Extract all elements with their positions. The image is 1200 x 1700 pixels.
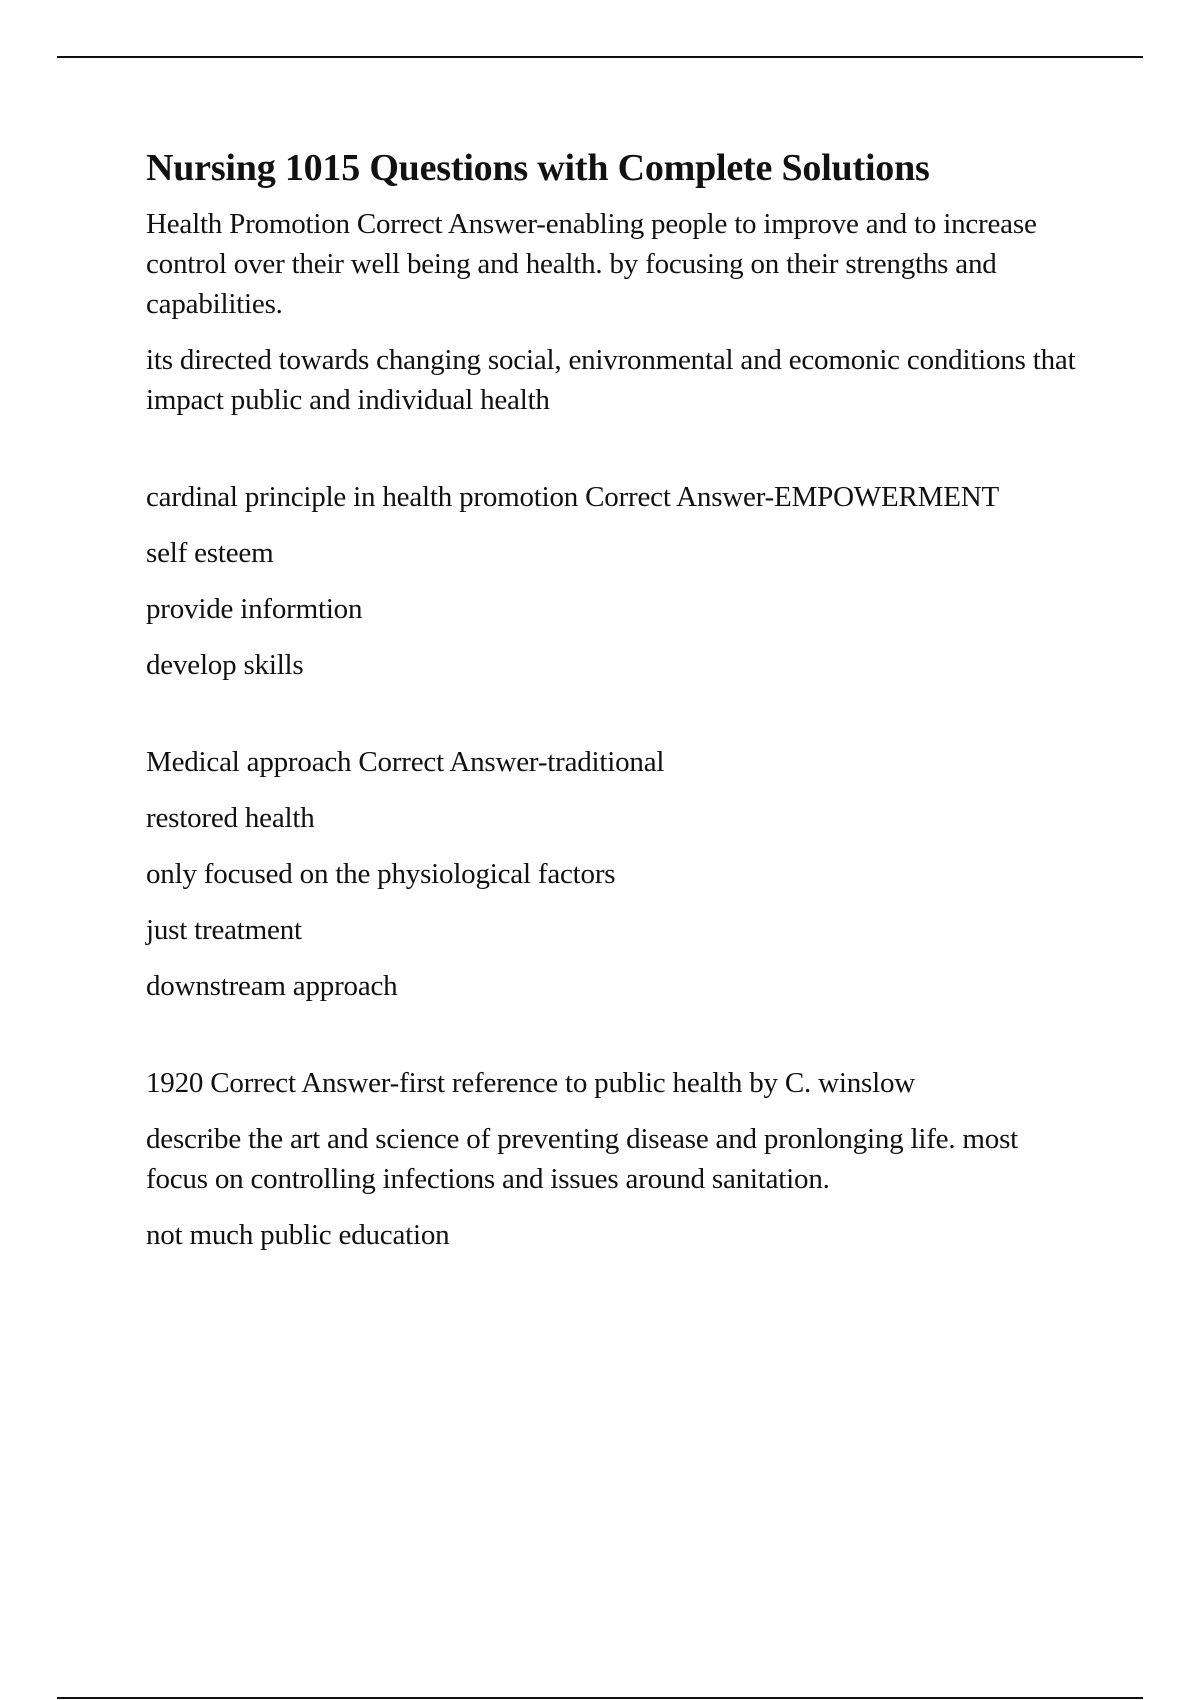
qa-health-promotion	[146, 204, 1086, 420]
header-rule	[57, 56, 1143, 58]
answer-detail: self esteem	[146, 537, 274, 569]
question-answer: 1920 Correct Answer-first reference to public health by C. winslow	[146, 1067, 916, 1099]
answer-detail: its directed towards changing social, enivronmental and ecomonic conditions that impact public and individual health	[146, 344, 1076, 416]
footer-rule	[57, 1697, 1143, 1699]
answer-detail: downstream approach	[146, 970, 398, 1002]
qa-medical-approach	[146, 742, 1086, 1006]
qa-cardinal-principle	[146, 477, 1086, 685]
qa-1920	[146, 1063, 1086, 1255]
document-title: Nursing 1015 Questions with Complete Solutions	[146, 147, 930, 189]
question-answer: Health Promotion Correct Answer-enabling people to improve and to increase control over their well being and health. by focusing on their strengths and capabilities.	[146, 208, 1037, 320]
answer-detail: describe the art and science of preventing disease and pronlonging life. most focus on controlling infections and issues around sanitation.	[146, 1123, 1019, 1195]
answer-detail: just treatment	[146, 914, 302, 946]
answer-detail: restored health	[146, 802, 315, 834]
document-body	[146, 142, 1086, 1271]
question-answer: Medical approach Correct Answer-traditional	[146, 746, 665, 778]
question-answer: cardinal principle in health promotion Correct Answer-EMPOWERMENT	[146, 481, 999, 513]
answer-detail: develop skills	[146, 649, 304, 681]
answer-detail: provide informtion	[146, 593, 363, 625]
answer-detail: not much public education	[146, 1219, 450, 1251]
answer-detail: only focused on the physiological factors	[146, 858, 616, 890]
